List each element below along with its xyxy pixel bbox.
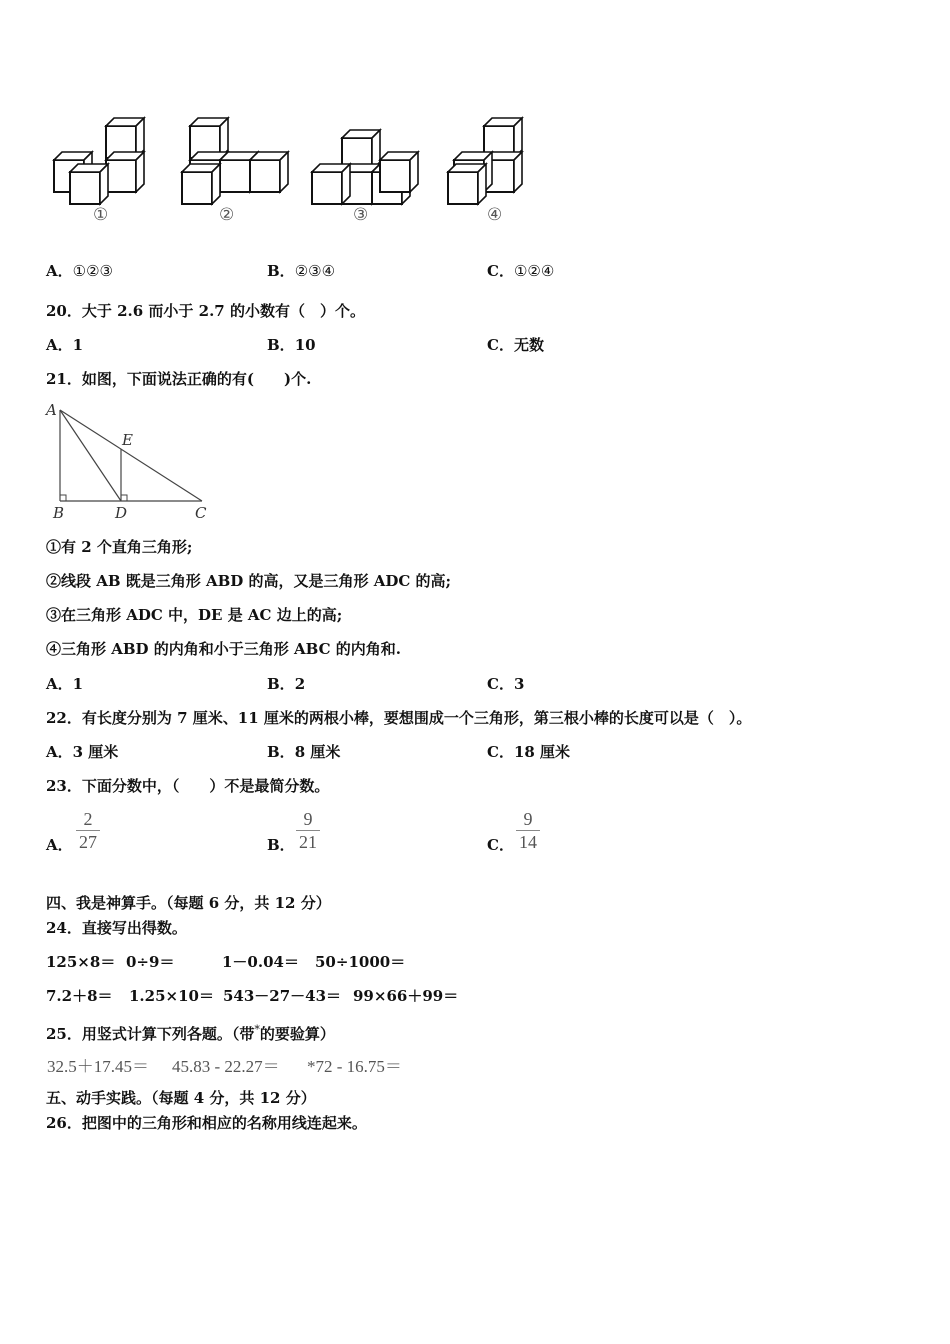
- q25-expr-2: 45.83 - 22.27＝: [172, 1057, 280, 1076]
- point-label-e: E: [122, 431, 133, 449]
- fraction-denominator: 21: [299, 832, 317, 852]
- q21-statement-1: ①有 2 个直角三角形;: [46, 538, 193, 556]
- figure-label-4: ④: [487, 205, 503, 225]
- q24-calc-2: 0÷9＝: [126, 953, 175, 971]
- q19-option-a: A．①②③: [46, 262, 113, 280]
- point-label-b: B: [53, 504, 65, 522]
- q20-option-c: C．无数: [487, 336, 544, 354]
- q22-stem: 22．有长度分别为 7 厘米、11 厘米的两根小棒，要想围成一个三角形，第三根小棒的长度可以是（ ）。: [46, 709, 752, 727]
- fraction-denominator: 27: [79, 832, 97, 852]
- right-angle-b: [60, 495, 66, 501]
- q19-option-c: C．①②④: [487, 262, 555, 280]
- q22-option-a: A．3 厘米: [46, 743, 119, 761]
- triangle-figure: [40, 398, 220, 524]
- fraction-numerator: 9: [296, 808, 320, 831]
- cube-figure-4: [448, 118, 522, 204]
- q23-option-b-fraction: [296, 808, 320, 853]
- segment-ac: [60, 410, 202, 501]
- section5-title: 五、动手实践。（每题 4 分，共 12 分）: [46, 1089, 316, 1107]
- q24-calc-3: 1－0.04＝: [222, 953, 299, 971]
- q23-option-a-letter: A．: [46, 836, 73, 854]
- q22-option-c: C．18 厘米: [487, 743, 571, 761]
- q23-option-a-fraction: [76, 808, 100, 853]
- cube-figure-1: [54, 118, 144, 204]
- q21-statement-2: ②线段 AB 既是三角形 ABD 的高，又是三角形 ADC 的高;: [46, 572, 452, 590]
- q24-calc-5: 7.2＋8＝: [46, 987, 113, 1005]
- q21-stem: 21．如图，下面说法正确的有( )个.: [46, 370, 312, 388]
- q21-statement-4: ④三角形 ABD 的内角和小于三角形 ABC 的内角和.: [46, 640, 401, 658]
- q23-option-b-letter: B．: [267, 836, 295, 854]
- q19-option-b: B．②③④: [267, 262, 336, 280]
- q24-calc-8: 99×66＋99＝: [353, 987, 459, 1005]
- q21-option-c: C．3: [487, 675, 525, 693]
- q22-option-b: B．8 厘米: [267, 743, 341, 761]
- figure-label-1: ①: [93, 205, 109, 225]
- right-angle-d: [121, 495, 127, 501]
- q23-stem: 23．下面分数中，（ ）不是最简分数。: [46, 777, 330, 795]
- q24-calc-7: 543－27－43＝: [223, 987, 342, 1005]
- q26-stem: 26．把图中的三角形和相应的名称用线连起来。: [46, 1114, 367, 1132]
- q21-option-a: A．1: [46, 675, 84, 693]
- segment-ad: [60, 410, 121, 501]
- q25-stem: 25．用竖式计算下列各题。（带*的要验算）: [46, 1023, 335, 1043]
- figure-label-2: ②: [219, 205, 235, 225]
- q24-stem: 24．直接写出得数。: [46, 919, 187, 937]
- q20-option-a: A．1: [46, 336, 84, 354]
- q25-expr-1: 32.5＋17.45＝: [47, 1057, 149, 1076]
- q20-stem: 20．大于 2.6 而小于 2.7 的小数有（ ）个。: [46, 302, 365, 320]
- cube-figure-3: [312, 130, 418, 204]
- q25-expr-3: *72 - 16.75＝: [307, 1057, 402, 1076]
- q23-option-c-fraction: [516, 808, 540, 853]
- q24-calc-4: 50÷1000＝: [315, 953, 406, 971]
- q20-option-b: B．10: [267, 336, 316, 354]
- point-label-a: A: [46, 401, 57, 419]
- fraction-numerator: 2: [76, 808, 100, 831]
- q21-statement-3: ③在三角形 ADC 中，DE 是 AC 边上的高;: [46, 606, 343, 624]
- q21-option-b: B．2: [267, 675, 306, 693]
- q23-option-c-letter: C．: [487, 836, 514, 854]
- figure-label-3: ③: [353, 205, 369, 225]
- fraction-denominator: 14: [519, 832, 537, 852]
- q24-calc-6: 1.25×10＝: [129, 987, 214, 1005]
- point-label-d: D: [115, 504, 128, 522]
- fraction-numerator: 9: [516, 808, 540, 831]
- cube-figures: [40, 110, 540, 235]
- cube-figure-2: [182, 118, 288, 204]
- q24-calc-1: 125×8＝: [46, 953, 116, 971]
- section4-title: 四、我是神算手。（每题 6 分，共 12 分）: [46, 894, 331, 912]
- point-label-c: C: [195, 504, 207, 522]
